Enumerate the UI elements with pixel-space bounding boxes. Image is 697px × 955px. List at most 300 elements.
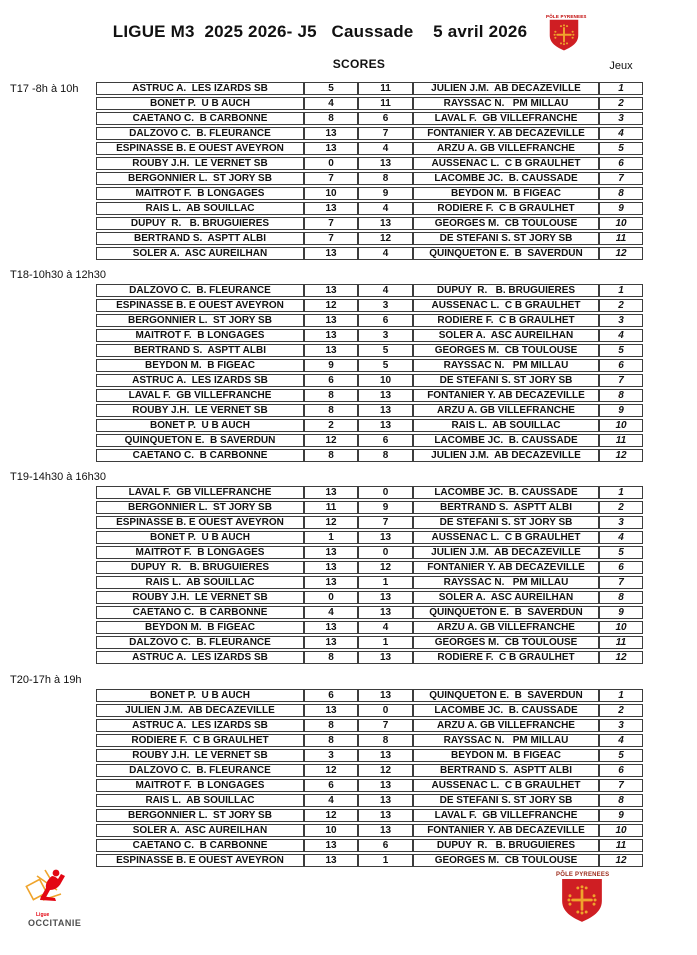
- occitan-shield-icon: [561, 878, 603, 924]
- score-a-cell: 13: [304, 247, 358, 260]
- score-b-cell: 13: [358, 749, 413, 762]
- player-a-cell: RAIS L. AB SOUILLAC: [96, 202, 304, 215]
- player-b-cell: RODIERE F. C B GRAULHET: [413, 314, 599, 327]
- score-a-cell: 13: [304, 621, 358, 634]
- player-b-cell: GEORGES M. CB TOULOUSE: [413, 217, 599, 230]
- game-number-cell: 12: [599, 449, 643, 462]
- player-a-cell: DALZOVO C. B. FLEURANCE: [96, 764, 304, 777]
- player-b-cell: RAYSSAC N. PM MILLAU: [413, 576, 599, 589]
- player-a-cell: ESPINASSE B. E OUEST AVEYRON: [96, 299, 304, 312]
- score-a-cell: 13: [304, 127, 358, 140]
- match-row: [96, 719, 643, 732]
- match-row: [96, 142, 643, 155]
- score-b-cell: 7: [358, 127, 413, 140]
- player-a-cell: ROUBY J.H. LE VERNET SB: [96, 591, 304, 604]
- player-b-cell: BERTRAND S. ASPTT ALBI: [413, 764, 599, 777]
- player-a-cell: MAITROT F. B LONGAGES: [96, 329, 304, 342]
- match-row: [96, 809, 643, 822]
- time-slot-label: T17 -8h à 10h: [10, 83, 79, 95]
- player-a-cell: BERGONNIER L. ST JORY SB: [96, 172, 304, 185]
- score-b-cell: 7: [358, 719, 413, 732]
- player-a-cell: SOLER A. ASC AUREILHAN: [96, 824, 304, 837]
- score-b-cell: 13: [358, 404, 413, 417]
- game-number-cell: 9: [599, 404, 643, 417]
- game-number-cell: 3: [599, 314, 643, 327]
- jeux-column-header: Jeux: [609, 60, 633, 72]
- match-row: [96, 359, 643, 372]
- game-number-cell: 5: [599, 344, 643, 357]
- score-b-cell: 12: [358, 561, 413, 574]
- game-number-cell: 12: [599, 247, 643, 260]
- score-a-cell: 3: [304, 749, 358, 762]
- score-b-cell: 0: [358, 486, 413, 499]
- score-b-cell: 9: [358, 187, 413, 200]
- player-a-cell: CAETANO C. B CARBONNE: [96, 112, 304, 125]
- score-a-cell: 8: [304, 719, 358, 732]
- score-b-cell: 0: [358, 546, 413, 559]
- player-b-cell: LACOMBE JC. B. CAUSSADE: [413, 486, 599, 499]
- match-row: [96, 794, 643, 807]
- player-b-cell: JULIEN J.M. AB DECAZEVILLE: [413, 449, 599, 462]
- player-a-cell: ASTRUC A. LES IZARDS SB: [96, 651, 304, 664]
- game-number-cell: 8: [599, 187, 643, 200]
- player-b-cell: ARZU A. GB VILLEFRANCHE: [413, 404, 599, 417]
- score-a-cell: 10: [304, 187, 358, 200]
- player-b-cell: BERTRAND S. ASPTT ALBI: [413, 501, 599, 514]
- game-number-cell: 11: [599, 839, 643, 852]
- player-b-cell: AUSSENAC L. C B GRAULHET: [413, 299, 599, 312]
- player-b-cell: RAIS L. AB SOUILLAC: [413, 419, 599, 432]
- game-number-cell: 11: [599, 434, 643, 447]
- pole-pyrenees-label: PÔLE PYRENEES: [546, 14, 587, 19]
- score-a-cell: 13: [304, 854, 358, 867]
- player-b-cell: AUSSENAC L. C B GRAULHET: [413, 779, 599, 792]
- player-a-cell: BERGONNIER L. ST JORY SB: [96, 809, 304, 822]
- player-b-cell: GEORGES M. CB TOULOUSE: [413, 854, 599, 867]
- game-number-cell: 9: [599, 606, 643, 619]
- match-row: [96, 651, 643, 664]
- game-number-cell: 6: [599, 561, 643, 574]
- player-b-cell: DE STEFANI S. ST JORY SB: [413, 794, 599, 807]
- player-a-cell: BERTRAND S. ASPTT ALBI: [96, 344, 304, 357]
- match-row: [96, 187, 643, 200]
- player-a-cell: ESPINASSE B. E OUEST AVEYRON: [96, 516, 304, 529]
- player-a-cell: SOLER A. ASC AUREILHAN: [96, 247, 304, 260]
- score-b-cell: 5: [358, 344, 413, 357]
- game-number-cell: 10: [599, 217, 643, 230]
- match-row: [96, 82, 643, 95]
- score-a-cell: 7: [304, 232, 358, 245]
- player-b-cell: AUSSENAC L. C B GRAULHET: [413, 531, 599, 544]
- player-b-cell: DE STEFANI S. ST JORY SB: [413, 232, 599, 245]
- score-b-cell: 1: [358, 576, 413, 589]
- score-a-cell: 12: [304, 516, 358, 529]
- match-row: [96, 749, 643, 762]
- score-a-cell: 8: [304, 389, 358, 402]
- game-number-cell: 4: [599, 127, 643, 140]
- score-b-cell: 1: [358, 854, 413, 867]
- time-slot-label: T20-17h à 19h: [10, 674, 82, 686]
- scores-table: [96, 282, 643, 464]
- game-number-cell: 11: [599, 232, 643, 245]
- match-row: [96, 434, 643, 447]
- player-a-cell: ASTRUC A. LES IZARDS SB: [96, 82, 304, 95]
- player-b-cell: RODIERE F. C B GRAULHET: [413, 651, 599, 664]
- score-b-cell: 8: [358, 734, 413, 747]
- score-b-cell: 13: [358, 651, 413, 664]
- game-number-cell: 6: [599, 359, 643, 372]
- score-b-cell: 6: [358, 839, 413, 852]
- player-a-cell: DALZOVO C. B. FLEURANCE: [96, 636, 304, 649]
- game-number-cell: 7: [599, 779, 643, 792]
- score-b-cell: 11: [358, 82, 413, 95]
- player-b-cell: GEORGES M. CB TOULOUSE: [413, 636, 599, 649]
- player-a-cell: BEYDON M. B FIGEAC: [96, 359, 304, 372]
- score-b-cell: 4: [358, 247, 413, 260]
- game-number-cell: 7: [599, 576, 643, 589]
- score-b-cell: 13: [358, 606, 413, 619]
- score-a-cell: 13: [304, 636, 358, 649]
- ligue-occitanie-logo: [14, 866, 84, 928]
- player-b-cell: SOLER A. ASC AUREILHAN: [413, 591, 599, 604]
- score-b-cell: 7: [358, 516, 413, 529]
- game-number-cell: 4: [599, 531, 643, 544]
- match-row: [96, 561, 643, 574]
- score-a-cell: 11: [304, 501, 358, 514]
- player-b-cell: QUINQUETON E. B SAVERDUN: [413, 606, 599, 619]
- score-a-cell: 6: [304, 779, 358, 792]
- game-number-cell: 9: [599, 809, 643, 822]
- player-b-cell: RAYSSAC N. PM MILLAU: [413, 97, 599, 110]
- score-b-cell: 13: [358, 419, 413, 432]
- player-b-cell: JULIEN J.M. AB DECAZEVILLE: [413, 546, 599, 559]
- score-b-cell: 13: [358, 779, 413, 792]
- player-a-cell: CAETANO C. B CARBONNE: [96, 449, 304, 462]
- match-row: [96, 344, 643, 357]
- game-number-cell: 6: [599, 157, 643, 170]
- score-b-cell: 8: [358, 172, 413, 185]
- player-a-cell: BERTRAND S. ASPTT ALBI: [96, 232, 304, 245]
- game-number-cell: 10: [599, 621, 643, 634]
- match-row: [96, 389, 643, 402]
- score-b-cell: 3: [358, 299, 413, 312]
- player-a-cell: BERGONNIER L. ST JORY SB: [96, 314, 304, 327]
- score-a-cell: 8: [304, 449, 358, 462]
- player-a-cell: QUINQUETON E. B SAVERDUN: [96, 434, 304, 447]
- player-b-cell: FONTANIER Y. AB DECAZEVILLE: [413, 824, 599, 837]
- player-b-cell: DE STEFANI S. ST JORY SB: [413, 516, 599, 529]
- game-number-cell: 12: [599, 651, 643, 664]
- player-b-cell: DUPUY R. B. BRUGUIERES: [413, 839, 599, 852]
- game-number-cell: 3: [599, 719, 643, 732]
- player-b-cell: JULIEN J.M. AB DECAZEVILLE: [413, 82, 599, 95]
- player-b-cell: ARZU A. GB VILLEFRANCHE: [413, 621, 599, 634]
- score-a-cell: 8: [304, 651, 358, 664]
- game-number-cell: 7: [599, 374, 643, 387]
- match-row: [96, 284, 643, 297]
- player-b-cell: AUSSENAC L. C B GRAULHET: [413, 157, 599, 170]
- ligue-word: Ligue: [36, 912, 50, 918]
- score-a-cell: 6: [304, 689, 358, 702]
- pole-pyrenees-label: PÔLE PYRENEES: [556, 872, 610, 878]
- score-a-cell: 13: [304, 576, 358, 589]
- occitanie-player-icon: [23, 866, 75, 912]
- game-number-cell: 4: [599, 329, 643, 342]
- game-number-cell: 11: [599, 636, 643, 649]
- score-b-cell: 13: [358, 591, 413, 604]
- time-block: [0, 674, 697, 869]
- time-block: [0, 269, 697, 464]
- player-a-cell: BERGONNIER L. ST JORY SB: [96, 501, 304, 514]
- player-b-cell: FONTANIER Y. AB DECAZEVILLE: [413, 127, 599, 140]
- score-b-cell: 13: [358, 389, 413, 402]
- game-number-cell: 3: [599, 112, 643, 125]
- match-row: [96, 232, 643, 245]
- player-a-cell: ASTRUC A. LES IZARDS SB: [96, 719, 304, 732]
- scores-column-header: SCORES: [332, 57, 386, 71]
- player-b-cell: RAYSSAC N. PM MILLAU: [413, 359, 599, 372]
- player-b-cell: FONTANIER Y. AB DECAZEVILLE: [413, 389, 599, 402]
- score-a-cell: 7: [304, 172, 358, 185]
- player-b-cell: ARZU A. GB VILLEFRANCHE: [413, 719, 599, 732]
- score-a-cell: 5: [304, 82, 358, 95]
- scores-table: [96, 687, 643, 869]
- player-a-cell: ROUBY J.H. LE VERNET SB: [96, 157, 304, 170]
- player-a-cell: JULIEN J.M. AB DECAZEVILLE: [96, 704, 304, 717]
- player-b-cell: LACOMBE JC. B. CAUSSADE: [413, 704, 599, 717]
- player-a-cell: MAITROT F. B LONGAGES: [96, 546, 304, 559]
- player-a-cell: BONET P. U B AUCH: [96, 419, 304, 432]
- match-row: [96, 606, 643, 619]
- score-a-cell: 13: [304, 344, 358, 357]
- match-row: [96, 636, 643, 649]
- game-number-cell: 1: [599, 284, 643, 297]
- player-b-cell: QUINQUETON E. B SAVERDUN: [413, 247, 599, 260]
- score-b-cell: 6: [358, 314, 413, 327]
- score-b-cell: 13: [358, 824, 413, 837]
- score-b-cell: 8: [358, 449, 413, 462]
- game-number-cell: 5: [599, 142, 643, 155]
- score-b-cell: 4: [358, 142, 413, 155]
- player-a-cell: ESPINASSE B. E OUEST AVEYRON: [96, 854, 304, 867]
- match-row: [96, 764, 643, 777]
- score-a-cell: 13: [304, 839, 358, 852]
- score-b-cell: 4: [358, 621, 413, 634]
- game-number-cell: 12: [599, 854, 643, 867]
- score-b-cell: 13: [358, 794, 413, 807]
- time-block: [0, 80, 697, 262]
- score-a-cell: 0: [304, 157, 358, 170]
- match-row: [96, 689, 643, 702]
- player-a-cell: DALZOVO C. B. FLEURANCE: [96, 284, 304, 297]
- score-a-cell: 13: [304, 284, 358, 297]
- match-row: [96, 734, 643, 747]
- score-b-cell: 4: [358, 202, 413, 215]
- player-a-cell: DALZOVO C. B. FLEURANCE: [96, 127, 304, 140]
- score-a-cell: 13: [304, 704, 358, 717]
- score-b-cell: 5: [358, 359, 413, 372]
- player-a-cell: BEYDON M. B FIGEAC: [96, 621, 304, 634]
- score-b-cell: 10: [358, 374, 413, 387]
- match-row: [96, 419, 643, 432]
- match-row: [96, 299, 643, 312]
- game-number-cell: 8: [599, 591, 643, 604]
- score-a-cell: 9: [304, 359, 358, 372]
- player-b-cell: RAYSSAC N. PM MILLAU: [413, 734, 599, 747]
- score-b-cell: 0: [358, 704, 413, 717]
- score-b-cell: 12: [358, 232, 413, 245]
- game-number-cell: 1: [599, 689, 643, 702]
- match-row: [96, 531, 643, 544]
- game-number-cell: 10: [599, 824, 643, 837]
- player-b-cell: BEYDON M. B FIGEAC: [413, 749, 599, 762]
- match-row: [96, 546, 643, 559]
- score-b-cell: 4: [358, 284, 413, 297]
- player-b-cell: LAVAL F. GB VILLEFRANCHE: [413, 809, 599, 822]
- score-a-cell: 12: [304, 299, 358, 312]
- score-a-cell: 0: [304, 591, 358, 604]
- game-number-cell: 8: [599, 389, 643, 402]
- score-a-cell: 12: [304, 809, 358, 822]
- match-row: [96, 779, 643, 792]
- player-b-cell: GEORGES M. CB TOULOUSE: [413, 344, 599, 357]
- score-a-cell: 12: [304, 434, 358, 447]
- player-a-cell: RAIS L. AB SOUILLAC: [96, 576, 304, 589]
- score-a-cell: 13: [304, 314, 358, 327]
- player-b-cell: LACOMBE JC. B. CAUSSADE: [413, 434, 599, 447]
- match-row: [96, 839, 643, 852]
- game-number-cell: 2: [599, 299, 643, 312]
- time-slot-label: T19-14h30 à 16h30: [10, 471, 107, 483]
- game-number-cell: 5: [599, 546, 643, 559]
- match-row: [96, 172, 643, 185]
- score-b-cell: 9: [358, 501, 413, 514]
- match-row: [96, 501, 643, 514]
- player-a-cell: MAITROT F. B LONGAGES: [96, 187, 304, 200]
- score-a-cell: 2: [304, 419, 358, 432]
- player-a-cell: RAIS L. AB SOUILLAC: [96, 794, 304, 807]
- player-b-cell: DUPUY R. B. BRUGUIERES: [413, 284, 599, 297]
- match-row: [96, 824, 643, 837]
- score-a-cell: 13: [304, 486, 358, 499]
- player-b-cell: LAVAL F. GB VILLEFRANCHE: [413, 112, 599, 125]
- game-number-cell: 4: [599, 734, 643, 747]
- player-a-cell: LAVAL F. GB VILLEFRANCHE: [96, 486, 304, 499]
- game-number-cell: 3: [599, 516, 643, 529]
- time-slot-label: T18-10h30 à 12h30: [10, 269, 107, 281]
- score-a-cell: 13: [304, 561, 358, 574]
- match-row: [96, 127, 643, 140]
- match-row: [96, 329, 643, 342]
- score-a-cell: 4: [304, 794, 358, 807]
- score-a-cell: 8: [304, 734, 358, 747]
- player-b-cell: ARZU A. GB VILLEFRANCHE: [413, 142, 599, 155]
- player-a-cell: LAVAL F. GB VILLEFRANCHE: [96, 389, 304, 402]
- score-b-cell: 11: [358, 97, 413, 110]
- score-a-cell: 1: [304, 531, 358, 544]
- player-a-cell: CAETANO C. B CARBONNE: [96, 606, 304, 619]
- player-a-cell: CAETANO C. B CARBONNE: [96, 839, 304, 852]
- player-a-cell: BONET P. U B AUCH: [96, 531, 304, 544]
- player-a-cell: DUPUY R. B. BRUGUIERES: [96, 561, 304, 574]
- match-row: [96, 449, 643, 462]
- score-a-cell: 8: [304, 112, 358, 125]
- game-number-cell: 2: [599, 97, 643, 110]
- page-title: LIGUE M3 2025 2026- J5 Caussade 5 avril 2026: [112, 22, 528, 41]
- score-b-cell: 3: [358, 329, 413, 342]
- score-a-cell: 10: [304, 824, 358, 837]
- score-b-cell: 13: [358, 689, 413, 702]
- match-row: [96, 112, 643, 125]
- occitan-shield-icon: [549, 19, 579, 52]
- score-a-cell: 4: [304, 606, 358, 619]
- scores-table: [96, 80, 643, 262]
- game-number-cell: 6: [599, 764, 643, 777]
- game-number-cell: 9: [599, 202, 643, 215]
- score-a-cell: 12: [304, 764, 358, 777]
- game-number-cell: 1: [599, 82, 643, 95]
- score-b-cell: 6: [358, 434, 413, 447]
- player-b-cell: LACOMBE JC. B. CAUSSADE: [413, 172, 599, 185]
- player-b-cell: QUINQUETON E. B SAVERDUN: [413, 689, 599, 702]
- score-b-cell: 12: [358, 764, 413, 777]
- match-row: [96, 97, 643, 110]
- match-row: [96, 374, 643, 387]
- match-row: [96, 516, 643, 529]
- game-number-cell: 1: [599, 486, 643, 499]
- match-row: [96, 621, 643, 634]
- player-b-cell: BEYDON M. B FIGEAC: [413, 187, 599, 200]
- score-a-cell: 13: [304, 329, 358, 342]
- player-a-cell: ROUBY J.H. LE VERNET SB: [96, 404, 304, 417]
- score-b-cell: 1: [358, 636, 413, 649]
- score-b-cell: 13: [358, 217, 413, 230]
- occitanie-word: OCCITANIE: [28, 918, 82, 928]
- match-row: [96, 247, 643, 260]
- player-a-cell: ESPINASSE B. E OUEST AVEYRON: [96, 142, 304, 155]
- player-a-cell: ROUBY J.H. LE VERNET SB: [96, 749, 304, 762]
- game-number-cell: 5: [599, 749, 643, 762]
- score-a-cell: 7: [304, 217, 358, 230]
- score-a-cell: 13: [304, 142, 358, 155]
- player-b-cell: FONTANIER Y. AB DECAZEVILLE: [413, 561, 599, 574]
- player-b-cell: RODIERE F. C B GRAULHET: [413, 202, 599, 215]
- game-number-cell: 2: [599, 704, 643, 717]
- scores-table: [96, 484, 643, 666]
- player-a-cell: RODIERE F. C B GRAULHET: [96, 734, 304, 747]
- score-b-cell: 6: [358, 112, 413, 125]
- score-a-cell: 13: [304, 546, 358, 559]
- score-b-cell: 13: [358, 157, 413, 170]
- pole-pyrenees-logo-bottom: [556, 872, 608, 924]
- score-a-cell: 8: [304, 404, 358, 417]
- match-row: [96, 576, 643, 589]
- player-a-cell: ASTRUC A. LES IZARDS SB: [96, 374, 304, 387]
- player-a-cell: DUPUY R. B. BRUGUIERES: [96, 217, 304, 230]
- match-row: [96, 217, 643, 230]
- match-row: [96, 854, 643, 867]
- game-number-cell: 7: [599, 172, 643, 185]
- player-a-cell: BONET P. U B AUCH: [96, 689, 304, 702]
- match-row: [96, 202, 643, 215]
- score-a-cell: 6: [304, 374, 358, 387]
- match-row: [96, 404, 643, 417]
- match-row: [96, 591, 643, 604]
- match-row: [96, 486, 643, 499]
- score-a-cell: 4: [304, 97, 358, 110]
- match-row: [96, 157, 643, 170]
- score-b-cell: 13: [358, 531, 413, 544]
